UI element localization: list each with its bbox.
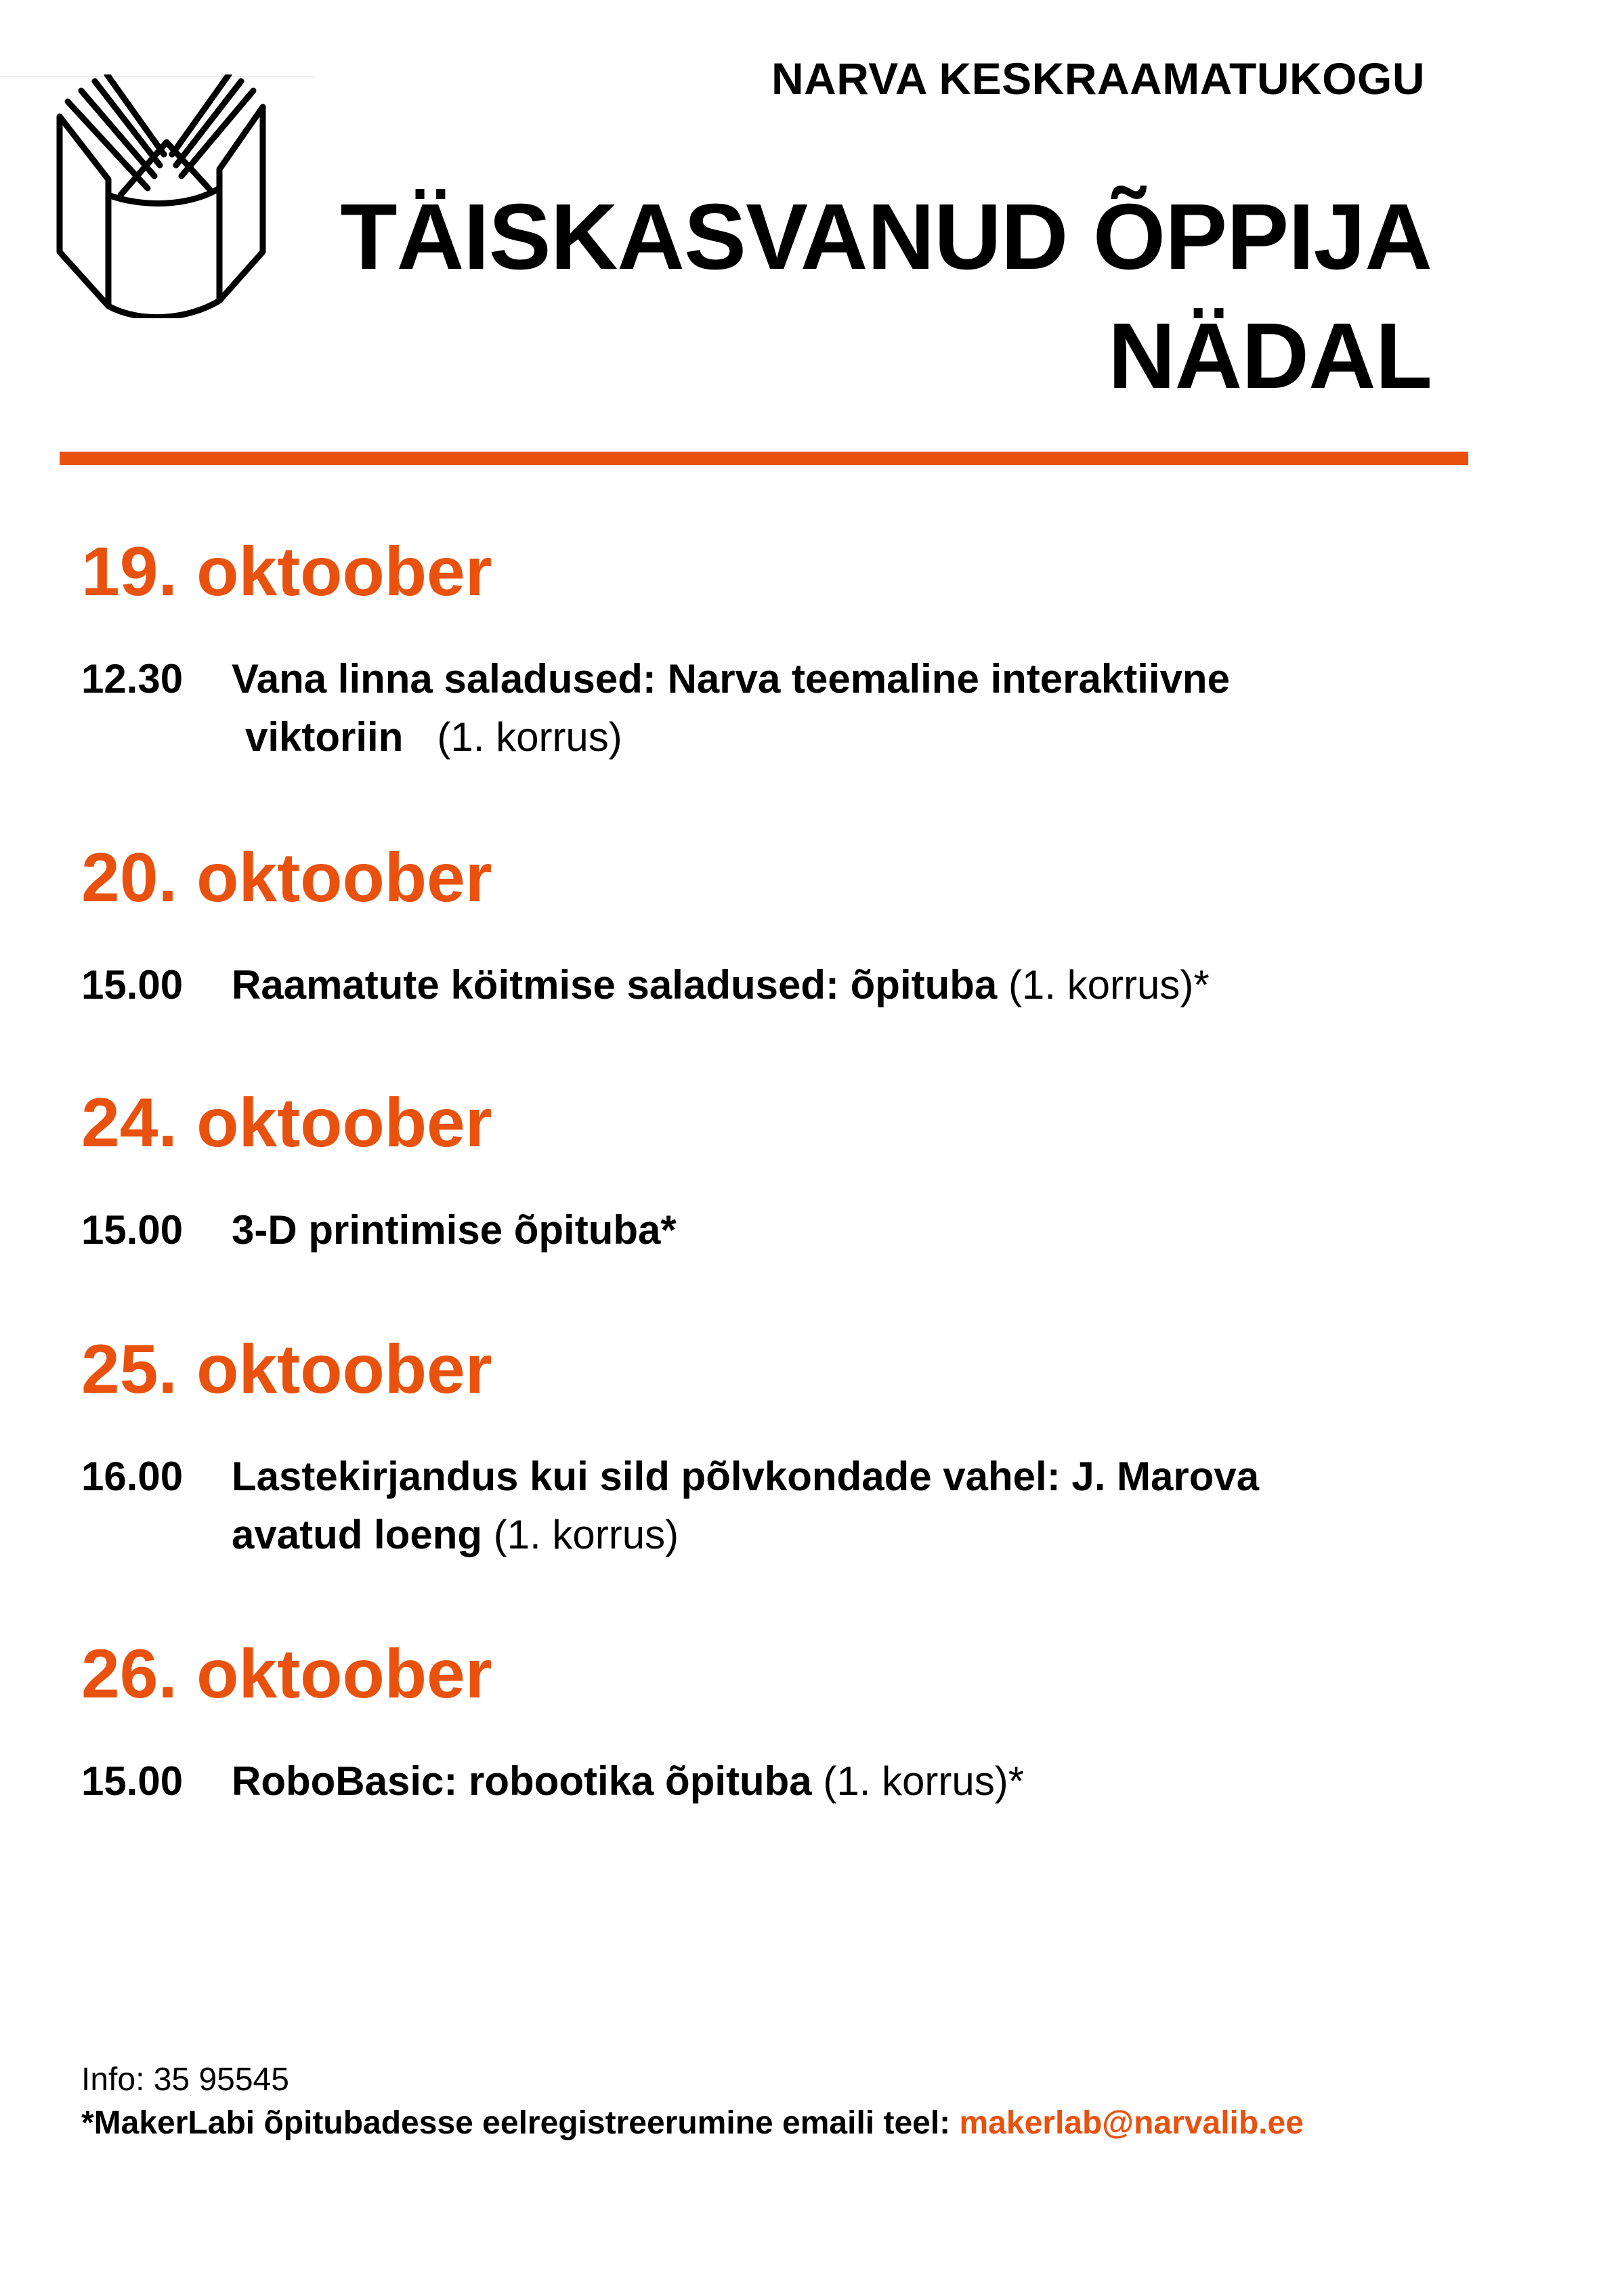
title-line-1: TÄISKASVANUD ÕPPIJA: [340, 185, 1432, 289]
contact-email-link[interactable]: makerlab@narvalib.ee: [959, 2105, 1304, 2141]
event-time: 15.00: [81, 1207, 184, 1253]
event-title: RoboBasic: robootika õpituba: [232, 1758, 812, 1804]
event-item: [81, 956, 1210, 1014]
day-block: [81, 1633, 1024, 1811]
day-block: [81, 531, 1230, 766]
page-title: [340, 177, 1432, 416]
title-line-2: NÄDAL: [1108, 304, 1432, 408]
event-item: [81, 650, 1230, 766]
day-date: 24. oktoober: [81, 1084, 492, 1161]
organization-name: NARVA KESKRAAMATUKOGU: [771, 53, 1425, 104]
event-title: Lastekirjandus kui sild põlvkondade vahel: J. Marova: [232, 1454, 1260, 1499]
header-divider: [60, 452, 1468, 465]
event-item: [81, 1448, 1259, 1564]
day-date: 19. oktoober: [81, 533, 492, 610]
event-location: (1. korrus): [437, 714, 622, 760]
day-block: [81, 1082, 677, 1259]
event-location: (1. korrus)*: [1008, 962, 1210, 1008]
event-time: 16.00: [81, 1454, 184, 1499]
event-title-continued: avatud loeng: [232, 1512, 483, 1557]
event-title: Raamatute köitmise saladused: õpituba: [232, 962, 998, 1008]
registration-note: *MakerLabi õpitubadesse eelregistreerumine emaili teel:: [81, 2105, 951, 2141]
info-phone: Info: 35 95545: [81, 2062, 289, 2098]
event-item: [81, 1201, 677, 1259]
day-block: [81, 837, 1210, 1014]
event-location: (1. korrus): [493, 1512, 679, 1557]
event-time: 12.30: [81, 656, 184, 701]
footer: [81, 2058, 1304, 2145]
day-date: 20. oktoober: [81, 839, 492, 916]
event-title: Vana linna saladused: Narva teemaline interaktiivne: [232, 656, 1230, 701]
event-item: [81, 1752, 1024, 1811]
event-title-continued: viktoriin: [245, 714, 404, 760]
day-date: 26. oktoober: [81, 1635, 492, 1712]
day-date: 25. oktoober: [81, 1330, 492, 1408]
event-time: 15.00: [81, 1758, 184, 1804]
event-title: 3-D printimise õpituba*: [232, 1207, 677, 1253]
event-time: 15.00: [81, 962, 184, 1008]
event-location: (1. korrus)*: [823, 1758, 1025, 1804]
open-book-icon: [53, 74, 270, 318]
day-block: [81, 1328, 1259, 1564]
